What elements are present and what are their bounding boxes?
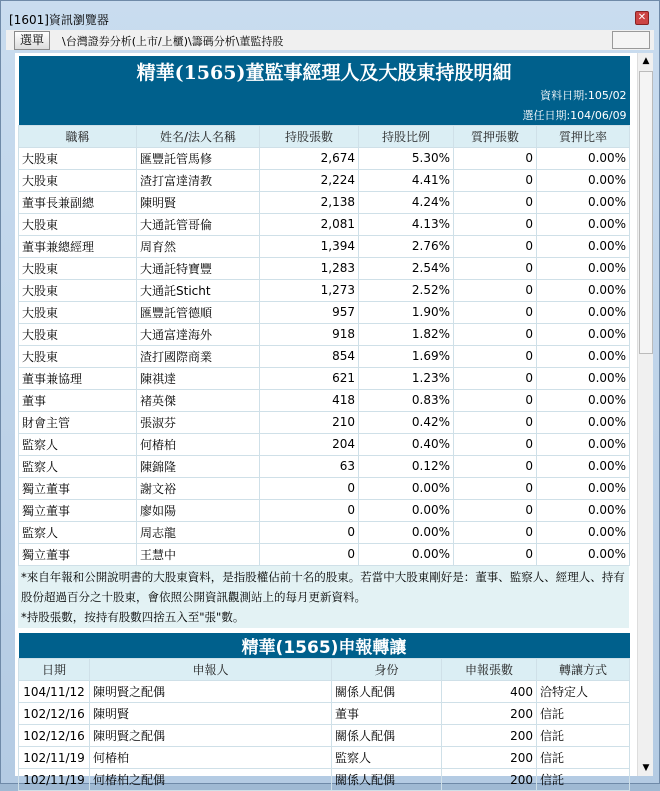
table-cell: 大通託管哥倫 [137, 213, 260, 235]
table-cell: 匯豐託管德順 [137, 301, 260, 323]
table-cell: 0.42% [359, 411, 454, 433]
table-row [19, 323, 630, 345]
table-cell: 廖如陽 [137, 499, 260, 521]
table-cell: 0.12% [359, 455, 454, 477]
table-cell: 0 [454, 499, 537, 521]
table-cell: 0.00% [537, 345, 630, 367]
table-cell: 0.00% [537, 389, 630, 411]
table-cell: 大股東 [19, 301, 137, 323]
table-row [19, 367, 630, 389]
table-cell: 大通託特寶豐 [137, 257, 260, 279]
table-cell: 0 [454, 433, 537, 455]
table-cell: 2.54% [359, 257, 454, 279]
notes [18, 566, 629, 628]
table-cell: 何椿柏 [137, 433, 260, 455]
table-cell: 0 [454, 411, 537, 433]
table-cell: 監察人 [19, 521, 137, 543]
table-cell: 大股東 [19, 345, 137, 367]
breadcrumb: \台灣證券分析(上市/上櫃)\籌碼分析\董監持股 [62, 33, 283, 49]
table-cell: 210 [260, 411, 359, 433]
table-cell: 關係人配偶 [332, 725, 442, 747]
table-cell: 63 [260, 455, 359, 477]
table-cell: 0.00% [537, 301, 630, 323]
table-cell: 2.76% [359, 235, 454, 257]
table-cell: 0 [454, 301, 537, 323]
table-cell: 信託 [537, 747, 630, 769]
table-cell: 200 [442, 769, 537, 791]
table-cell: 董事 [19, 389, 137, 411]
table-cell: 王慧中 [137, 543, 260, 565]
table-cell: 0.00% [537, 147, 630, 169]
table-cell: 0 [454, 345, 537, 367]
content-area [15, 53, 637, 776]
table-cell: 1.69% [359, 345, 454, 367]
table-cell: 418 [260, 389, 359, 411]
table-cell: 陳錦隆 [137, 455, 260, 477]
column-header: 質押張數 [454, 125, 537, 147]
table-cell: 200 [442, 725, 537, 747]
toolbar [6, 30, 654, 50]
table-row [19, 169, 630, 191]
table-cell: 5.30% [359, 147, 454, 169]
table-cell: 102/12/16 [19, 703, 90, 725]
table-cell: 200 [442, 703, 537, 725]
table-cell: 大股東 [19, 169, 137, 191]
table-cell: 0 [454, 213, 537, 235]
table-cell: 0.00% [537, 543, 630, 565]
table-cell: 104/11/12 [19, 681, 90, 703]
table-cell: 謝文裕 [137, 477, 260, 499]
table-cell: 4.13% [359, 213, 454, 235]
table-cell: 0.00% [359, 521, 454, 543]
column-header: 申報人 [90, 659, 332, 681]
table-cell: 0.83% [359, 389, 454, 411]
table-cell: 大股東 [19, 257, 137, 279]
table-cell: 董事 [332, 703, 442, 725]
table-cell: 大通託Sticht [137, 279, 260, 301]
table-cell: 陳明賢之配偶 [90, 681, 332, 703]
table-cell: 何椿柏之配偶 [90, 769, 332, 791]
table-cell: 何椿柏 [90, 747, 332, 769]
table-row [19, 411, 630, 433]
table-cell: 200 [442, 747, 537, 769]
table-cell: 0 [454, 323, 537, 345]
column-header: 轉讓方式 [537, 659, 630, 681]
table-cell: 0 [454, 191, 537, 213]
table-cell: 0 [454, 169, 537, 191]
table-row [19, 769, 630, 791]
table-cell: 陳明賢 [137, 191, 260, 213]
table-cell: 褚英傑 [137, 389, 260, 411]
table-cell: 0 [260, 521, 359, 543]
table-cell: 大股東 [19, 279, 137, 301]
table-cell: 0.00% [537, 213, 630, 235]
table-row [19, 257, 630, 279]
table-cell: 監察人 [332, 747, 442, 769]
table-cell: 監察人 [19, 455, 137, 477]
table-cell: 獨立董事 [19, 543, 137, 565]
table-cell: 0 [454, 147, 537, 169]
table-row [19, 477, 630, 499]
table-cell: 關係人配偶 [332, 681, 442, 703]
table-row [19, 521, 630, 543]
data-date: 資料日期:105/02 [19, 85, 630, 105]
table-cell: 0.00% [537, 521, 630, 543]
table-cell: 0.00% [537, 323, 630, 345]
table-cell: 0.00% [359, 477, 454, 499]
table-row [19, 725, 630, 747]
table-cell: 0.00% [537, 411, 630, 433]
table-cell: 0 [454, 389, 537, 411]
table-cell: 1,273 [260, 279, 359, 301]
table-cell: 關係人配偶 [332, 769, 442, 791]
close-icon[interactable]: ✕ [635, 11, 649, 25]
table-cell: 獨立董事 [19, 499, 137, 521]
table-cell: 0.00% [359, 499, 454, 521]
table-cell: 102/11/19 [19, 769, 90, 791]
table-cell: 0 [260, 499, 359, 521]
table-cell: 1,394 [260, 235, 359, 257]
table-cell: 大股東 [19, 147, 137, 169]
table-row [19, 213, 630, 235]
toolbar-input[interactable] [612, 31, 650, 49]
note-1: *來自年報和公開說明書的大股東資料，是指股權佔前十名的股東。若當中大股東剛好是：董事、監察人、經理人、持有股份超過百分之十股東，會依照公開資訊觀測站上的每月更新資料。 [21, 567, 626, 607]
table-cell: 0.00% [359, 543, 454, 565]
table-cell: 大股東 [19, 323, 137, 345]
scroll-down-icon[interactable]: ▼ [638, 760, 654, 776]
table-row [19, 235, 630, 257]
table-cell: 0 [454, 521, 537, 543]
table-cell: 957 [260, 301, 359, 323]
table-row [19, 147, 630, 169]
table-cell: 2,224 [260, 169, 359, 191]
table-cell: 2,138 [260, 191, 359, 213]
table-cell: 0 [260, 543, 359, 565]
table-cell: 周志龍 [137, 521, 260, 543]
table-row [19, 681, 630, 703]
column-header: 日期 [19, 659, 90, 681]
table-cell: 董事長兼副總 [19, 191, 137, 213]
table-cell: 0.00% [537, 235, 630, 257]
menu-button[interactable]: 選單 [14, 31, 50, 50]
transfers-table [18, 633, 630, 791]
holdings-title: 精華(1565)董監事經理人及大股東持股明細 [19, 56, 630, 85]
note-2: *持股張數，按持有股數四捨五入至"張"數。 [21, 607, 626, 627]
table-cell: 0 [454, 279, 537, 301]
table-cell: 信託 [537, 769, 630, 791]
table-cell: 大股東 [19, 213, 137, 235]
table-row [19, 191, 630, 213]
table-cell: 陳明賢之配偶 [90, 725, 332, 747]
table-cell: 2,081 [260, 213, 359, 235]
table-cell: 周育然 [137, 235, 260, 257]
table-cell: 4.41% [359, 169, 454, 191]
table-cell: 陳祺達 [137, 367, 260, 389]
table-cell: 621 [260, 367, 359, 389]
table-cell: 洽特定人 [537, 681, 630, 703]
vertical-scrollbar[interactable] [637, 53, 653, 776]
table-cell: 0 [454, 367, 537, 389]
table-cell: 0.00% [537, 169, 630, 191]
column-header: 申報張數 [442, 659, 537, 681]
table-cell: 4.24% [359, 191, 454, 213]
table-row [19, 703, 630, 725]
table-row [19, 279, 630, 301]
table-cell: 918 [260, 323, 359, 345]
table-row [19, 543, 630, 565]
scroll-up-icon[interactable]: ▲ [638, 53, 654, 69]
column-header: 職稱 [19, 125, 137, 147]
column-header: 持股比例 [359, 125, 454, 147]
table-row [19, 747, 630, 769]
table-cell: 0.00% [537, 477, 630, 499]
table-cell: 0 [454, 477, 537, 499]
table-cell: 0 [454, 455, 537, 477]
table-row [19, 455, 630, 477]
table-row [19, 499, 630, 521]
table-cell: 102/11/19 [19, 747, 90, 769]
column-header: 質押比率 [537, 125, 630, 147]
column-header: 姓名/法人名稱 [137, 125, 260, 147]
table-cell: 0.00% [537, 257, 630, 279]
table-cell: 信託 [537, 725, 630, 747]
table-cell: 204 [260, 433, 359, 455]
table-cell: 1.90% [359, 301, 454, 323]
table-cell: 0 [260, 477, 359, 499]
table-row [19, 389, 630, 411]
table-cell: 0.00% [537, 191, 630, 213]
table-cell: 董事兼協理 [19, 367, 137, 389]
table-cell: 0.40% [359, 433, 454, 455]
table-cell: 渣打富達清教 [137, 169, 260, 191]
table-cell: 陳明賢 [90, 703, 332, 725]
table-cell: 2,674 [260, 147, 359, 169]
table-cell: 財會主管 [19, 411, 137, 433]
table-cell: 大通富達海外 [137, 323, 260, 345]
table-cell: 0.00% [537, 455, 630, 477]
table-cell: 1.23% [359, 367, 454, 389]
table-cell: 1,283 [260, 257, 359, 279]
table-cell: 董事兼總經理 [19, 235, 137, 257]
transfers-title: 精華(1565)申報轉讓 [19, 633, 630, 659]
table-cell: 1.82% [359, 323, 454, 345]
table-row [19, 433, 630, 455]
table-cell: 張淑芬 [137, 411, 260, 433]
holdings-table [18, 56, 630, 566]
column-header: 身份 [332, 659, 442, 681]
table-cell: 信託 [537, 703, 630, 725]
table-row [19, 345, 630, 367]
scroll-thumb[interactable] [639, 71, 653, 354]
table-cell: 102/12/16 [19, 725, 90, 747]
table-cell: 2.52% [359, 279, 454, 301]
table-cell: 400 [442, 681, 537, 703]
table-cell: 0 [454, 543, 537, 565]
table-cell: 匯豐託管馬修 [137, 147, 260, 169]
table-cell: 0 [454, 257, 537, 279]
table-cell: 0.00% [537, 279, 630, 301]
table-cell: 854 [260, 345, 359, 367]
table-cell: 監察人 [19, 433, 137, 455]
table-cell: 渣打國際商業 [137, 345, 260, 367]
table-cell: 0.00% [537, 367, 630, 389]
table-cell: 0.00% [537, 433, 630, 455]
table-row [19, 301, 630, 323]
window-title: [1601]資訊瀏覽器 [9, 11, 109, 28]
table-cell: 0.00% [537, 499, 630, 521]
column-header: 持股張數 [260, 125, 359, 147]
elected-date: 選任日期:104/06/09 [19, 105, 630, 125]
table-cell: 獨立董事 [19, 477, 137, 499]
table-cell: 0 [454, 235, 537, 257]
